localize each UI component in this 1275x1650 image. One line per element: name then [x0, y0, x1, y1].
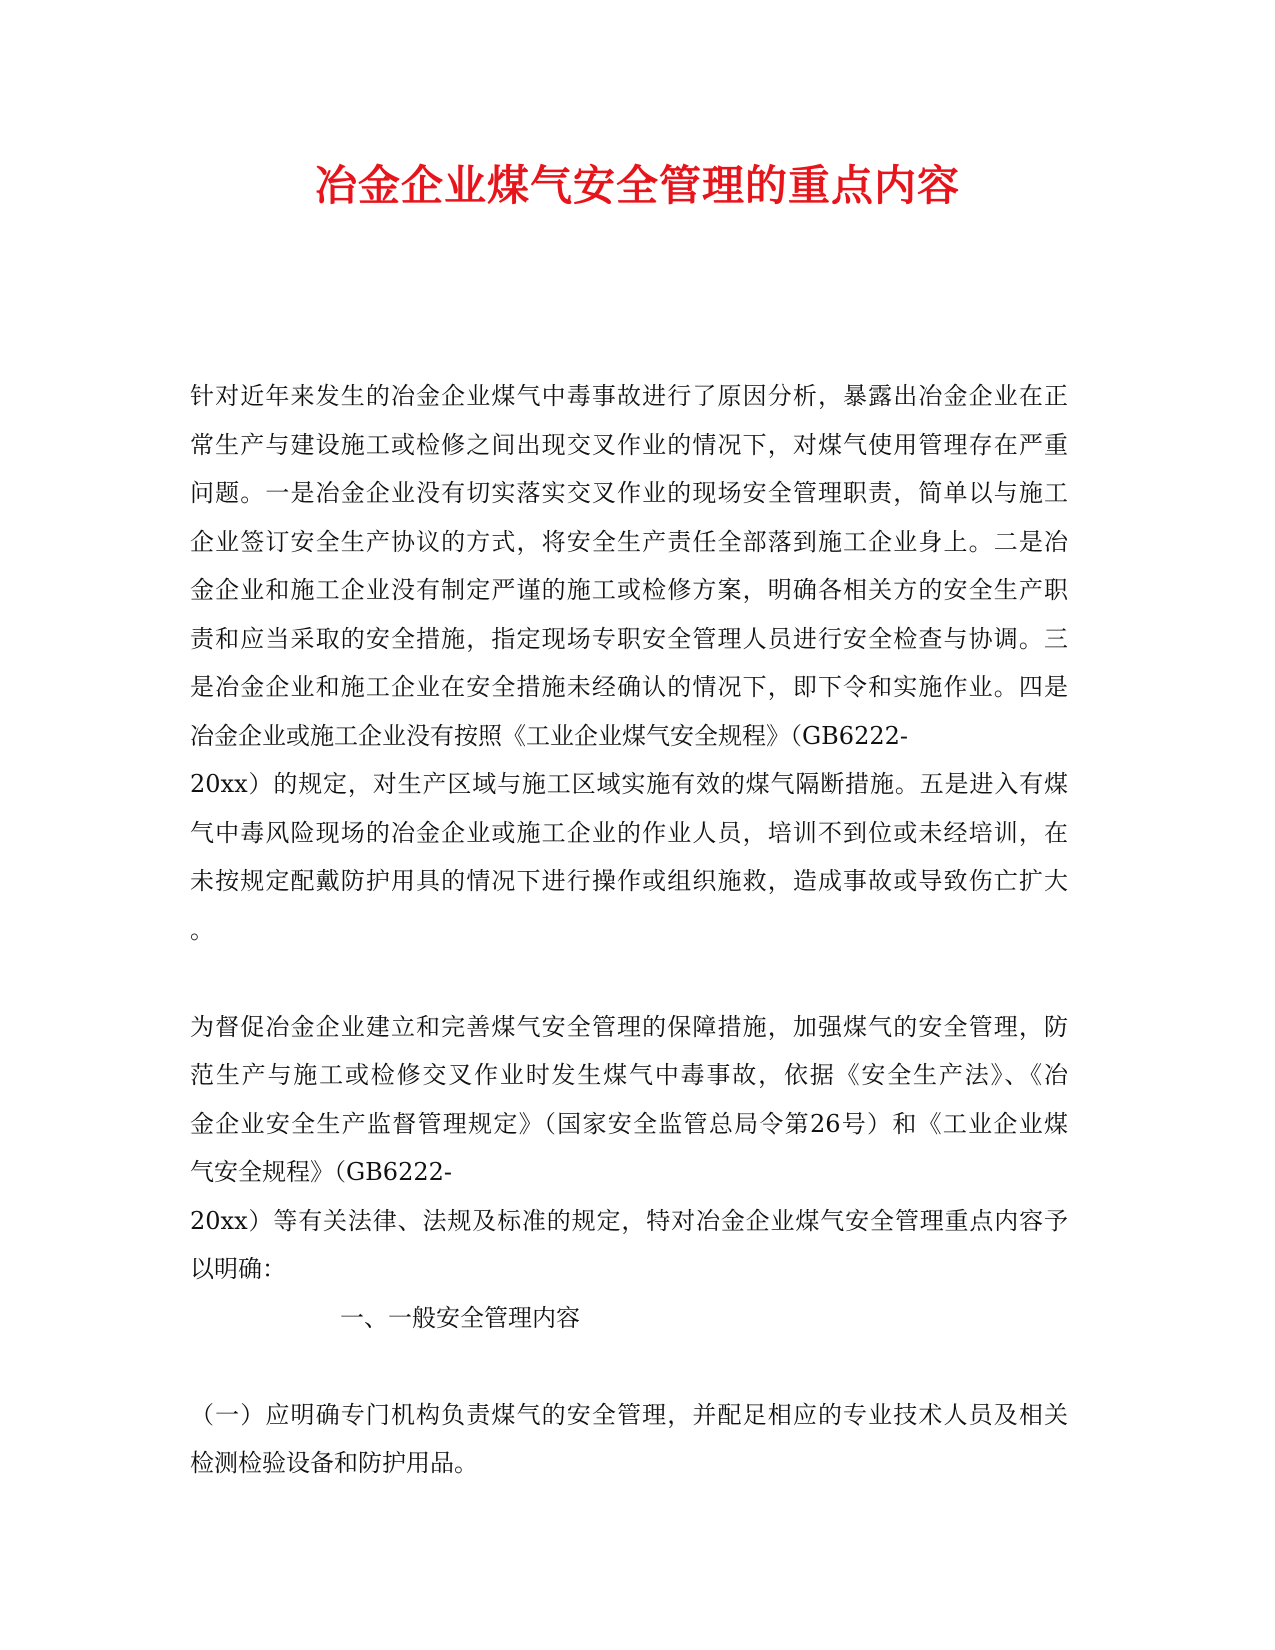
paragraph-line: 为督促冶金企业建立和完善煤气安全管理的保障措施，加强煤气的安全管理，防 — [190, 1012, 1068, 1041]
paragraph-2 — [190, 1003, 1068, 1294]
document-title: 冶金企业煤气安全管理的重点内容 — [314, 161, 960, 210]
paragraph-line: 检测检验设备和防护用品。 — [190, 1449, 478, 1477]
paragraph-line: 企业签订安全生产协议的方式，将安全生产责任全部落到施工企业身上。二是冶 — [190, 527, 1068, 556]
paragraph-line: 以明确： — [190, 1255, 286, 1283]
paragraph-line: 金企业安全生产监督管理规定》（国家安全监管总局令第26号）和《工业企业煤 — [190, 1109, 1068, 1138]
paragraph-line: 未按规定配戴防护用具的情况下进行操作或组织施救，造成事故或导致伤亡扩大 — [190, 867, 1068, 895]
paragraph-line: 针对近年来发生的冶金企业煤气中毒事故进行了原因分析，暴露出冶金企业在正 — [190, 382, 1068, 410]
paragraph-line: 20xx）的规定，对生产区域与施工区域实施有效的煤气隔断措施。五是进入有煤 — [190, 770, 1068, 798]
paragraph-line: 范生产与施工或检修交叉作业时发生煤气中毒事故，依据《安全生产法》、《冶 — [190, 1061, 1068, 1089]
item-1 — [190, 1391, 1068, 1488]
paragraph-line: 气中毒风险现场的冶金企业或施工企业的作业人员，培训不到位或未经培训，在 — [190, 818, 1068, 847]
paragraph-line: 是冶金企业和施工企业在安全措施未经确认的情况下，即下令和实施作业。四是 — [190, 673, 1068, 701]
section-heading: 一、一般安全管理内容 — [340, 1303, 580, 1332]
paragraph-spacer — [190, 1342, 1068, 1391]
paragraph-line: 气安全规程》（GB6222- — [190, 1158, 452, 1186]
paragraph-spacer — [190, 954, 1068, 1003]
paragraph-line: 20xx）等有关法律、法规及标准的规定，特对冶金企业煤气安全管理重点内容予 — [190, 1206, 1068, 1235]
paragraph-line: 常生产与建设施工或检修之间出现交叉作业的情况下，对煤气使用管理存在严重 — [190, 430, 1068, 459]
paragraph-line: 冶金企业或施工企业没有按照《工业企业煤气安全规程》（GB6222- — [190, 721, 908, 750]
paragraph-line: 问题。一是冶金企业没有切实落实交叉作业的现场安全管理职责，简单以与施工 — [190, 479, 1068, 507]
paragraph-1 — [190, 372, 1068, 954]
paragraph-line: （一）应明确专门机构负责煤气的安全管理，并配足相应的专业技术人员及相关 — [190, 1400, 1068, 1429]
document-body — [190, 372, 1068, 1488]
paragraph-line: 责和应当采取的安全措施，指定现场专职安全管理人员进行安全检查与协调。三 — [190, 624, 1068, 653]
paragraph-line: 。 — [190, 915, 214, 944]
paragraph-line: 金企业和施工企业没有制定严谨的施工或检修方案，明确各相关方的安全生产职 — [190, 576, 1068, 604]
